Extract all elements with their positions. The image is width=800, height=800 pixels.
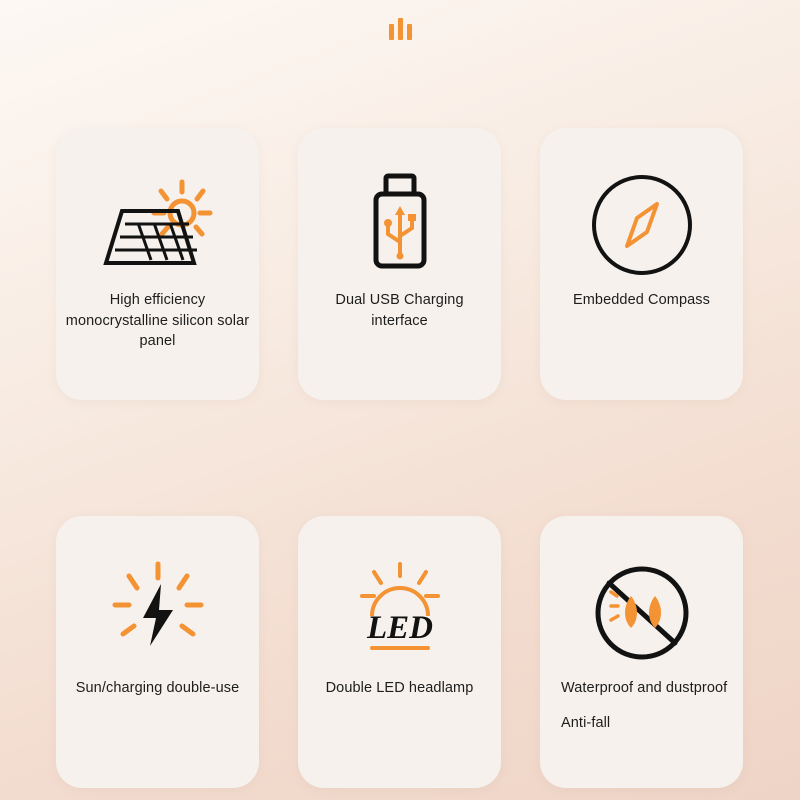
feature-caption: Double LED headlamp xyxy=(325,680,474,696)
feature-caption-secondary: Anti-fall xyxy=(561,714,611,731)
feature-grid xyxy=(56,128,756,788)
feature-caption: High efficiency monocrystalline silicon solar panel xyxy=(65,292,250,350)
svg-text:LED: LED xyxy=(366,610,433,646)
signal-bar-1 xyxy=(389,24,394,40)
feature-card-led-headlamp xyxy=(298,516,501,788)
usb-plug-icon xyxy=(335,170,465,280)
feature-caption: Sun/charging double-use xyxy=(75,680,240,696)
led-lamp-icon xyxy=(335,558,465,668)
feature-card-sun-charging xyxy=(56,516,259,788)
signal-bar-3 xyxy=(407,24,412,40)
feature-caption: Dual USB Charging interface xyxy=(335,292,464,329)
feature-caption xyxy=(549,678,734,733)
feature-caption: Embedded Compass xyxy=(572,292,710,308)
solar-panel-sun-icon xyxy=(93,170,223,280)
compass-icon xyxy=(577,170,707,280)
waterproof-dustproof-icon xyxy=(577,558,707,668)
top-signal-marker xyxy=(0,14,800,40)
sun-lightning-icon xyxy=(93,558,223,668)
feature-card-compass xyxy=(540,128,743,400)
feature-card-waterproof xyxy=(540,516,743,788)
signal-bar-2 xyxy=(398,18,403,40)
feature-card-dual-usb xyxy=(298,128,501,400)
feature-card-solar-panel xyxy=(56,128,259,400)
feature-caption-primary: Waterproof and dustproof xyxy=(561,680,728,696)
